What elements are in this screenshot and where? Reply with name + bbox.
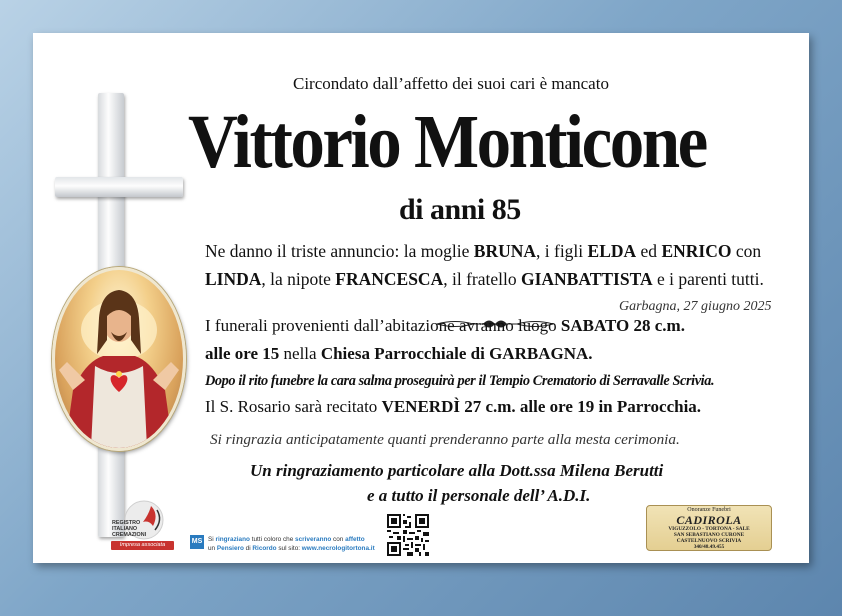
qr-code[interactable] xyxy=(387,514,429,556)
cadirola-towns-3: CASTELNUOVO SCRIVIA xyxy=(676,538,742,544)
announcement-date: Garbagna, 27 giugno 2025 xyxy=(619,299,772,314)
cross-arm xyxy=(55,177,183,197)
cadirola-logo xyxy=(646,505,772,551)
necrologi-line-2: un Pensiero di Ricordo sul sito: www.necrologitortona.it xyxy=(208,545,375,552)
announcement-line-2: LINDA, la nipote FRANCESCA, il fratello GIANBATTISTA e i parenti tutti. xyxy=(205,269,764,289)
ric-label-1: REGISTRO xyxy=(112,520,141,526)
necrologi-logo-icon: MS xyxy=(190,535,204,549)
cadirola-phone: 340/48.49.455 xyxy=(693,544,725,550)
sacred-heart-portrait xyxy=(52,267,186,451)
obituary-card xyxy=(33,33,809,563)
necrologi-line-1: Si ringraziano tutti coloro che scriveranno con affetto xyxy=(208,536,365,543)
funeral-line-2: alle ore 15 nella Chiesa Parrocchiale di GARBAGNA. xyxy=(205,344,593,363)
funeral-line-4: Il S. Rosario sarà recitato VENERDÌ 27 c.m. alle ore 19 in Parrocchia. xyxy=(205,397,702,416)
funeral-line-3: Dopo il rito funebre la cara salma proseguirà per il Tempio Crematorio di Serravalle Scrivia. xyxy=(205,373,715,389)
ric-label-3: CREMAZIONI xyxy=(112,532,147,538)
cadirola-tagline: Onoranze Funebri xyxy=(687,507,731,513)
intro-line: Circondato dall’affetto dei suoi cari è mancato xyxy=(293,74,609,93)
cadirola-name: CADIROLA xyxy=(676,513,742,527)
special-thanks-line-1: Un ringraziamento particolare alla Dott.ssa Milena Berutti xyxy=(250,461,664,480)
announcement-line-1: Ne danno il triste annuncio: la moglie BRUNA, i figli ELDA ed ENRICO con xyxy=(205,241,762,261)
funeral-line-1: I funerali provenienti dall’abitazione avranno luogo SABATO 28 c.m. xyxy=(205,316,685,335)
ric-associate-badge: Impresa associata xyxy=(111,541,174,550)
cadirola-towns-2: SAN SEBASTIANO CURONE xyxy=(673,532,745,538)
deceased-age: di anni 85 xyxy=(399,193,521,226)
ric-label-2: ITALIANO xyxy=(112,526,138,532)
special-thanks-line-2: e a tutto il personale dell’ A.D.I. xyxy=(367,486,591,505)
deceased-name: Vittorio Monticone xyxy=(188,100,706,184)
thanks-line: Si ringrazia anticipatamente quanti prenderanno parte alla mesta cerimonia. xyxy=(210,431,680,448)
cadirola-towns-1: VIGUZZOLO - TORTONA - SALE xyxy=(668,526,750,532)
